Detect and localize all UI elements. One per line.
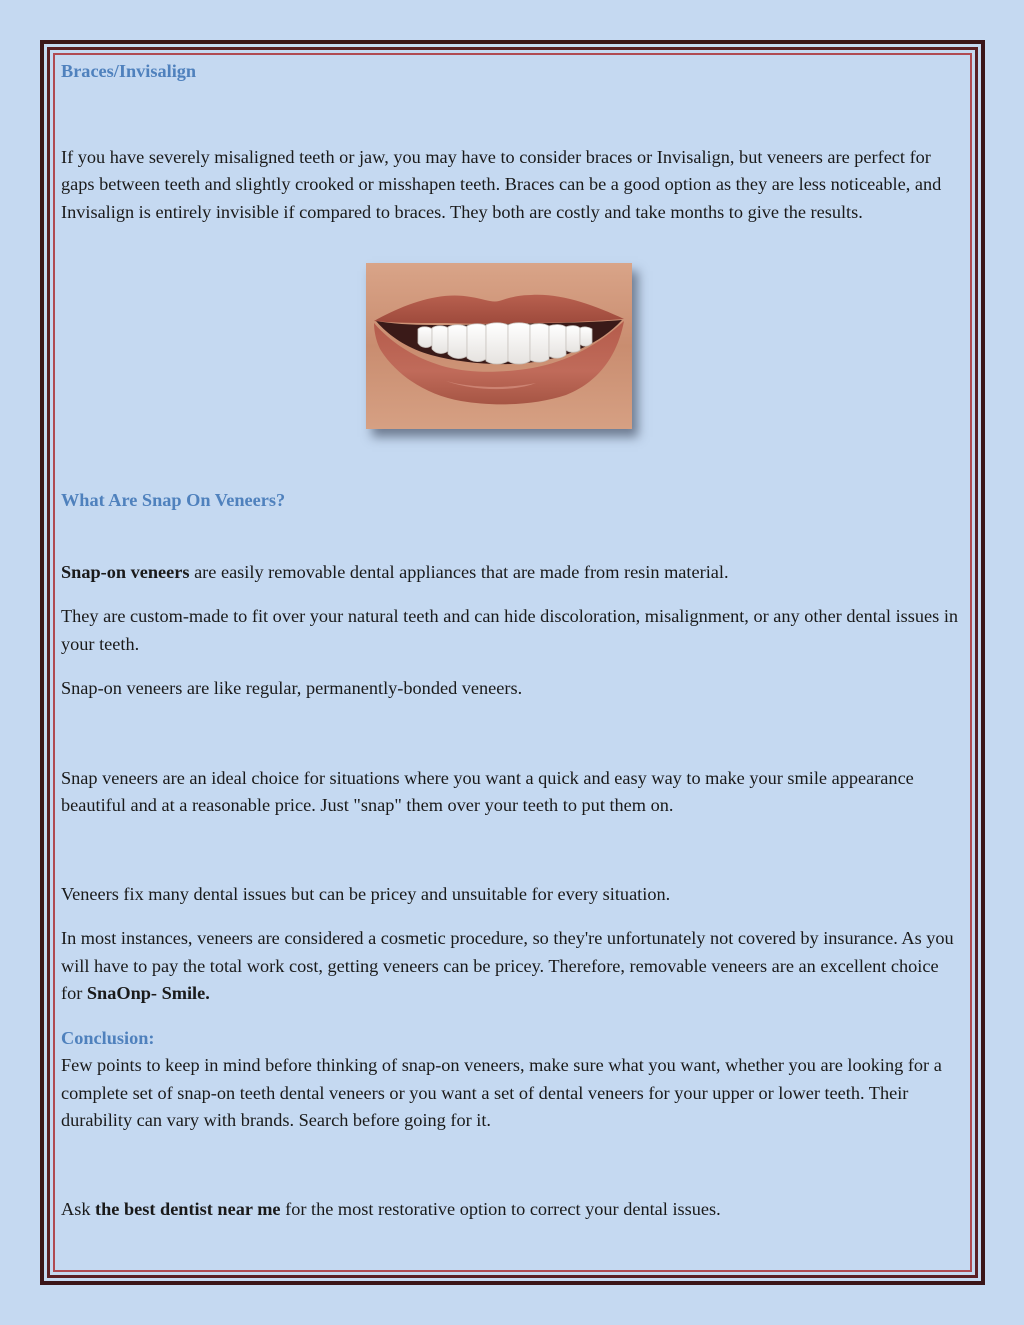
snap-on-heading: What Are Snap On Veneers? <box>61 490 286 510</box>
smiling-lips-illustration <box>366 263 632 429</box>
snap-on-paragraph-2: They are custom-made to fit over your natural teeth and can hide discoloration, misalignment, or any other dental issues in your teeth. <box>61 606 959 654</box>
brand-name-bold: SnaOnp- Smile. <box>86 983 210 1003</box>
conclusion-paragraph: Few points to keep in mind before thinking of snap-on veneers, make sure what you want, whether you are looking for a complete set of snap-on teeth dental veneers or you want a set of dental veneers for your upper or lower teeth. Their durability can vary with brands. Search before going for it. <box>61 1055 942 1130</box>
smile-image <box>366 263 632 429</box>
braces-heading: Braces/Invisalign <box>61 61 197 81</box>
ask-dentist-paragraph <box>61 1196 961 1224</box>
snap-on-paragraph-5: Veneers fix many dental issues but can be pricey and unsuitable for every situation. <box>61 883 671 904</box>
ask-prefix: Ask <box>61 1198 96 1219</box>
ask-suffix: for the most restorative option to correct your dental issues. <box>280 1198 721 1219</box>
snap-on-paragraph-3: Snap-on veneers are like regular, permanently-bonded veneers. <box>61 678 523 698</box>
braces-paragraph: If you have severely misaligned teeth or jaw, you may have to consider braces or Invisalign, but veneers are perfect for gaps between teeth and slightly crooked or misshapen teeth. Braces can be a good option as they are less noticeable, and Invisalign is entirely invisible if compared to braces. They both are costly and take months to give the results. <box>61 146 942 222</box>
document-body <box>61 58 961 1223</box>
snap-on-paragraph-1 <box>61 559 961 587</box>
snap-on-veneers-bold: Snap-on veneers <box>61 561 190 582</box>
best-dentist-link[interactable]: the best dentist near me <box>95 1198 281 1219</box>
snap-on-paragraph-1-text: are easily removable dental appliances that are made from resin material. <box>189 561 729 582</box>
snap-on-paragraph-6-text: In most instances, veneers are considered a cosmetic procedure, so they're unfortunately not covered by insurance. As you will have to pay the total work cost, getting veneers can be pricey. Therefore, removable veneers are an excellent choice for <box>61 928 954 1003</box>
conclusion-heading: Conclusion: <box>61 1027 155 1048</box>
snap-on-paragraph-6 <box>61 925 961 1008</box>
snap-on-paragraph-4: Snap veneers are an ideal choice for situations where you want a quick and easy way to make your smile appearance beautiful and at a reasonable price. Just "snap" them over your teeth to put them on. <box>61 767 914 815</box>
